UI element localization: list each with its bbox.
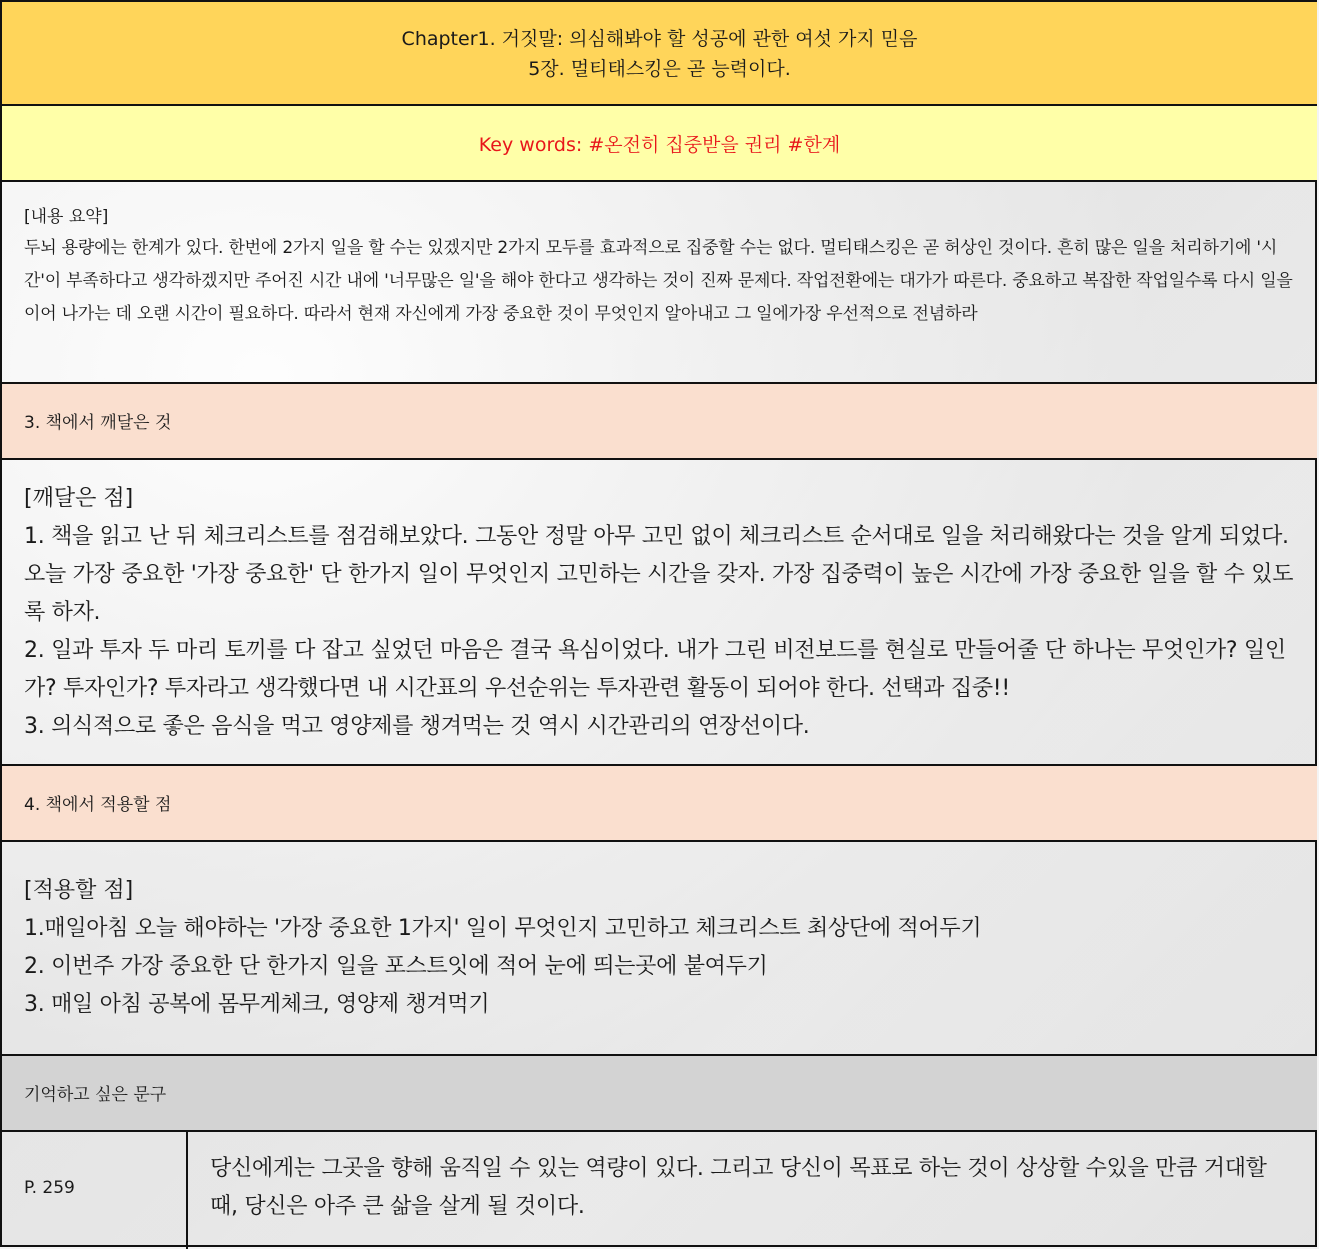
applications-section-title: 4. 책에서 적용할 점 [2, 766, 1317, 842]
memorable-section-title: 기억하고 싶은 문구 [2, 1056, 1317, 1132]
quote-text: 당신에게는 그곳을 향해 움직일 수 있는 역량이 있다. 그리고 당신이 목표로 하는 것이 상상할 수있을 만큼 거대할 때, 당신은 아주 큰 삶을 살게 될 것이다. [210, 1156, 1267, 1219]
section-title: 5장. 멀티태스킹은 곧 능력이다. [528, 58, 791, 80]
summary-text: 두뇌 용량에는 한계가 있다. 한번에 2가지 일을 할 수는 있겠지만 2가지 모두를 효과적으로 집중할 수는 없다. 멀티태스킹은 곧 허상인 것이다. 흔히 많은 일을 처리하기에 '시간'이 부족하다고 생각하겠지만 주어진 시간 내에 '너무많은 일'을 해야 한다고 생각하는 것이 진짜 문제다. 작업전환에는 대가가 따른다. 중요하고 복잡한 작업일수록 다시 일을 이어 나가는 데 오랜 시간이 필요하다. 따라서 현재 자신에게 가장 중요한 것이 무엇인지 알아내고 그 일에가장 우선적으로 전념하라 [24, 238, 1293, 324]
realization-item: 1. 책을 읽고 난 뒤 체크리스트를 점검해보았다. 그동안 정말 아무 고민 없이 체크리스트 순서대로 일을 처리해왔다는 것을 알게 되었다. 오늘 가장 중요한 '가장 중요한' 단 한가지 일이 무엇인지 고민하는 시간을 갖자. 가장 집중력이 높은 시간에 가장 중요한 일을 할 수 있도록 하자. [24, 524, 1294, 625]
realizations-section-title: 3. 책에서 깨달은 것 [2, 384, 1317, 460]
keywords-row [2, 106, 1317, 182]
chapter-title: Chapter1. 거짓말: 의심해봐야 할 성공에 관한 여섯 가지 믿음 [401, 28, 918, 50]
applications-section [2, 842, 1317, 1056]
chapter-header [2, 2, 1317, 106]
quote-page-number: P. 259 [2, 1132, 188, 1249]
realization-item: 2. 일과 투자 두 마리 토끼를 다 잡고 싶었던 마음은 결국 욕심이었다. 내가 그린 비전보드를 현실로 만들어줄 단 하나는 무엇인가? 일인가? 투자인가? 투자라고 생각했다면 내 시간표의 우선순위는 투자관련 활동이 되어야 한다. 선택과 집중!! [24, 638, 1286, 701]
realizations-section [2, 460, 1317, 766]
application-item: 1.매일아침 오늘 해야하는 '가장 중요한 1가지' 일이 무엇인지 고민하고 체크리스트 최상단에 적어두기 [24, 916, 982, 941]
keywords-text: Key words: #온전히 집중받을 권리 #한계 [478, 134, 841, 156]
realizations-heading: [깨달은 점] [24, 486, 134, 511]
applications-heading: [적용할 점] [24, 878, 134, 903]
realization-item: 3. 의식적으로 좋은 음식을 먹고 영양제를 챙겨먹는 것 역시 시간관리의 연장선이다. [24, 714, 810, 739]
summary-section [2, 182, 1317, 384]
application-item: 3. 매일 아침 공복에 몸무게체크, 영양제 챙겨먹기 [24, 992, 490, 1017]
quote-row [2, 1132, 1317, 1249]
application-item: 2. 이번주 가장 중요한 단 한가지 일을 포스트잇에 적어 눈에 띄는곳에 붙여두기 [24, 954, 768, 979]
summary-heading: [내용 요약] [24, 207, 109, 227]
